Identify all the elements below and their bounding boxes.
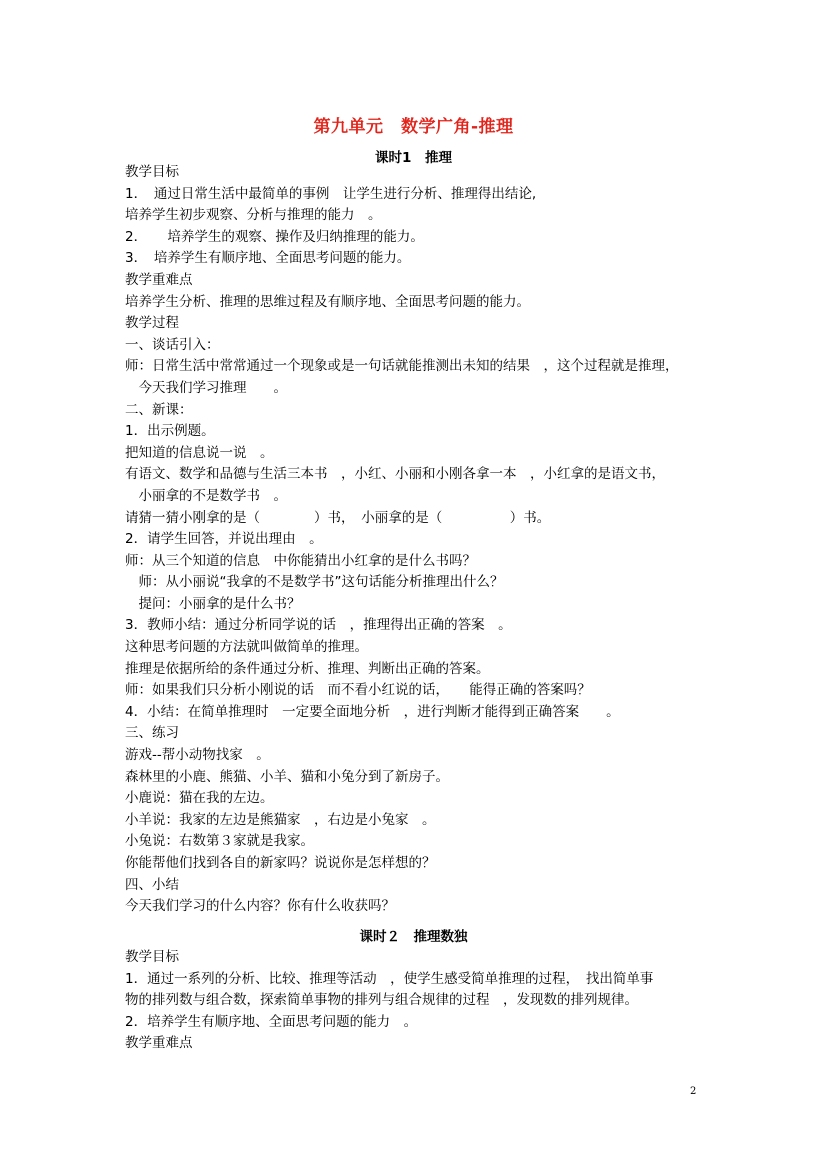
text-line: 2． 培养学生的观察、操作及归纳推理的能力。 <box>125 228 424 245</box>
text-line: 1．出示例题。 <box>125 423 215 440</box>
lesson2-body <box>125 947 715 1055</box>
text-line: 森林里的小鹿、熊猫、小羊、猫和小兔分到了新房子。 <box>125 768 449 785</box>
text-line: 一、谈话引入： <box>125 336 220 353</box>
text-line: 1．通过一系列的分析、比较、推理等活动 ，使学生感受简单推理的过程， 找出简单事 <box>125 970 654 987</box>
text-line: 教学重难点 <box>125 271 193 288</box>
text-line: 4．小结：在简单推理时 一定要全面地分析 ，进行判断才能得到正确答案 。 <box>125 703 620 720</box>
text-line: 小兔说：右数第３家就是我家。 <box>125 833 314 850</box>
text-line: 2．请学生回答，并说出理由 。 <box>125 531 323 548</box>
text-line: 师：从三个知道的信息 中你能猜出小红拿的是什么书吗？ <box>125 552 476 569</box>
text-line: 游戏--帮小动物找家 。 <box>125 747 270 764</box>
text-line: 提问：小丽拿的是什么书？ <box>125 595 301 612</box>
text-line: 小鹿说：猫在我的左边。 <box>125 790 274 807</box>
text-line: 3． 培养学生有顺序地、全面思考问题的能力。 <box>125 250 411 267</box>
text-line: 教学过程 <box>125 315 179 332</box>
lesson2-heading: 课时２ 推理数独 <box>359 929 468 945</box>
text-line: 1． 通过日常生活中最简单的事例 让学生进行分析、推理得出结论, <box>125 185 537 202</box>
text-line: 2．培养学生有顺序地、全面思考问题的能力 。 <box>125 1013 418 1030</box>
text-line: 四、小结 <box>125 876 179 893</box>
text-line: 把知道的信息说一说 。 <box>125 444 274 461</box>
lesson1-heading: 课时1 推理 <box>375 150 452 166</box>
text-line: 今天我们学习的什么内容？你有什么收获吗？ <box>125 898 395 915</box>
text-line: 培养学生初步观察、分析与推理的能力 。 <box>125 207 382 224</box>
text-line: 物的排列数与组合数，探索简单事物的排列与组合规律的过程 ，发现数的排列规律。 <box>125 992 638 1009</box>
text-line: 小羊说：我家的左边是熊猫家 ，右边是小兔家 。 <box>125 811 436 828</box>
text-line: 教学重难点 <box>125 1035 193 1052</box>
text-line: 三、练习 <box>125 725 179 742</box>
text-line: 3．教师小结：通过分析同学说的话 ，推理得出正确的答案 。 <box>125 617 512 634</box>
text-line: 这种思考问题的方法就叫做简单的推理。 <box>125 639 368 656</box>
text-line: 有语文、数学和品德与生活三本书 ，小红、小丽和小刚各拿一本 ，小红拿的是语文书， <box>125 466 665 483</box>
text-line: 师：如果我们只分析小刚说的话 而不看小红说的话， 能得正确的答案吗？ <box>125 682 591 699</box>
lesson1-body <box>125 162 715 918</box>
text-line: 请猜一猜小刚拿的是（ ）书， 小丽拿的是（ ）书。 <box>125 509 551 526</box>
document-title: 第九单元 数学广角-推理 <box>313 117 514 137</box>
text-line: 今天我们学习推理 。 <box>125 379 287 396</box>
text-line: 教学目标 <box>125 949 179 965</box>
text-line: 二、新课： <box>125 401 193 418</box>
text-line: 你能帮他们找到各自的新家吗？说说你是怎样想的？ <box>125 855 436 871</box>
text-line: 师：从小丽说“我拿的不是数学书”这句话能分析推理出什么？ <box>125 574 504 591</box>
text-line: 小丽拿的不是数学书 。 <box>125 487 287 504</box>
page-number: 2 <box>690 1086 697 1097</box>
text-line: 教学目标 <box>125 164 179 180</box>
text-line: 推理是依据所给的条件通过分析、推理、判断出正确的答案。 <box>125 660 490 677</box>
text-line: 师：日常生活中常常通过一个现象或是一句话就能推测出未知的结果 ，这个过程就是推理， <box>125 358 679 375</box>
text-line: 培养学生分析、推理的思维过程及有顺序地、全面思考问题的能力。 <box>125 293 530 310</box>
